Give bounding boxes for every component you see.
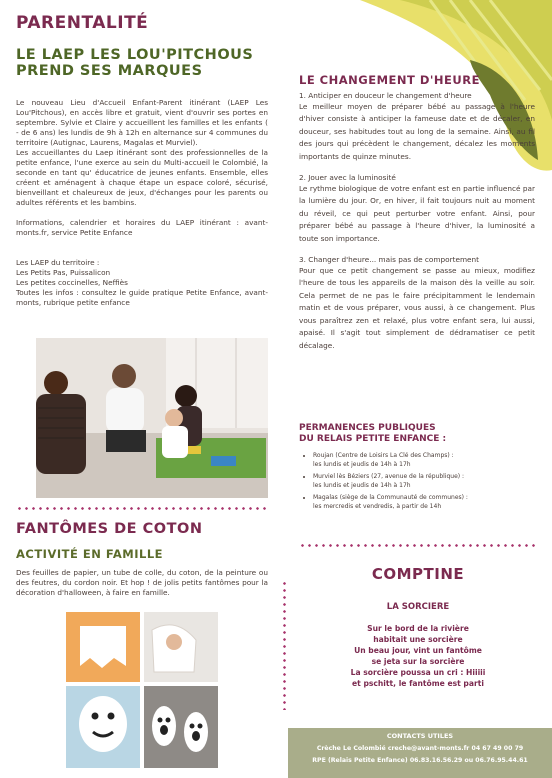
comptine-poem xyxy=(299,623,537,689)
permanences-title-line2: DU RELAIS PETITE ENFANCE : xyxy=(299,434,447,444)
laep-list-line: Toutes les infos : consultez le guide pratique Petite Enfance, avant-monts, rubrique petite enfance xyxy=(16,288,268,307)
article-title-line1: LE LAEP LES LOU'PITCHOUS xyxy=(16,47,254,63)
contacts-line: RPE (Relais Petite Enfance) 06.83.16.56.29 ou 06.76.95.44.61 xyxy=(312,757,528,764)
poem-line: La sorcière poussa un cri : Hiiiii xyxy=(350,668,486,677)
laep-list-line: Les LAEP du territoire : xyxy=(16,258,100,267)
ghosts-subtitle: ACTIVITÉ EN FAMILLE xyxy=(16,547,164,561)
changement-s2-text: Le rythme biologique de votre enfant est en partie influencé par la lumière du jour. Or, en hiver, il fait toujours nuit au moment du réveil, ce qui peut perturber votre enfant. Ainsi, pour préparer bébé au passage à l'heure d'hiver, la luminosité a toute son importance. xyxy=(299,184,535,243)
comptine-title: COMPTINE xyxy=(371,565,465,583)
contacts-box xyxy=(288,728,552,778)
list-item xyxy=(313,493,548,511)
dotted-column-divider xyxy=(283,580,286,710)
contacts-title: CONTACTS UTILES xyxy=(386,732,454,740)
changement-s2-title: 2. Jouer avec la luminosité xyxy=(299,173,396,183)
article-title-line2: PREND SES MARQUES xyxy=(16,63,203,79)
changement-s3-title: 3. Changer d'heure... mais pas de comportement xyxy=(299,255,480,265)
poem-line: Sur le bord de la rivière xyxy=(367,624,469,633)
permanence-hours: les lundis et jeudis de 14h à 17h xyxy=(313,461,411,468)
comptine-subtitle: LA SORCIERE xyxy=(386,602,450,612)
permanences-title xyxy=(299,423,446,445)
ghosts-photo-grid xyxy=(66,612,218,768)
list-item xyxy=(313,472,548,490)
permanence-place: Murviel lès Béziers (27, avenue de la république) : xyxy=(313,473,465,480)
permanence-place: Magalas (siège de la Communauté de communes) : xyxy=(313,494,468,501)
poem-line: se jeta sur la sorcière xyxy=(371,657,465,666)
laep-photo xyxy=(36,338,268,498)
permanence-hours: les mercredis et vendredis, à partir de 14h xyxy=(313,503,442,510)
laep-paragraph-1: Le nouveau Lieu d'Accueil Enfant-Parent itinérant (LAEP Les Lou'Pitchous), en accès libre et gratuit, vient d'ouvrir ses portes en septembre. Sylvie et Claire y accueillent les familles et les enfants ( - de 6 ans) les lundis de 9h à 12h en alternance sur 4 communes du territoire (Autignac, Laurens, Magalas et Murviel). xyxy=(16,98,268,147)
permanences-title-line1: PERMANENCES PUBLIQUES xyxy=(299,423,436,433)
dotted-separator xyxy=(299,544,537,547)
permanence-hours: les lundis et jeudis de 14h à 17h xyxy=(313,482,411,489)
laep-article-text xyxy=(16,98,268,308)
contacts-line: Crèche Le Colombié creche@avant-monts.fr 04 67 49 00 79 xyxy=(316,745,524,752)
changement-title: LE CHANGEMENT D'HEURE xyxy=(299,73,480,87)
ghosts-text: Des feuilles de papier, un tube de colle, du coton, de la peinture ou des feutres, du cordon noir. Et hop ! de jolis petits fantômes pour la décoration d'halloween, à faire en famille. xyxy=(16,568,268,597)
poem-line: et pschitt, le fantôme est parti xyxy=(352,679,484,688)
section-title: PARENTALITÉ xyxy=(16,13,149,33)
laep-list-line: Les petites coccinelles, Neffiès xyxy=(16,278,128,287)
laep-paragraph-3: Informations, calendrier et horaires du LAEP itinérant : avant-monts.fr, service Petite Enfance xyxy=(16,218,268,237)
laep-list-line: Les Petits Pas, Puissalicon xyxy=(16,268,111,277)
permanence-place: Roujan (Centre de Loisirs La Clé des Champs) : xyxy=(313,452,454,459)
permanences-list xyxy=(301,451,548,514)
changement-s1-title: 1. Anticiper en douceur le changement d'heure xyxy=(299,91,472,100)
changement-s3-text: Pour que ce petit changement se passe au mieux, modifiez l'heure de tous les appareils de la maison dès la veille au soir. Cela permet de ne pas le faire précipitamment le lendemain matin et de vous préparer, vous aussi, à ce changement. Plus vous paraîtrez zen et relaxé, plus votre enfant sera, lui aussi, apaisé. Il s'agit tout simplement de dédramatiser ce petit décalage. xyxy=(299,266,535,350)
changement-text xyxy=(299,91,535,352)
list-item xyxy=(313,451,548,469)
laep-paragraph-2: Les accueillantes du Laep itinérant sont des professionnelles de la petite enfance, l'une exerce au sein du Multi-accueil le Colombié, la seconde en tant qu' éducatrice de jeunes enfants. Ensemble, elles créent et aménagent à chaque étape un espace coloré, sécurisé, bienveillant et chaleureux de jeux, d'échanges pour les parents ou adultes référents et les bambins. xyxy=(16,148,268,207)
poem-line: habitait une sorcière xyxy=(373,635,463,644)
changement-s1-text: Le meilleur moyen de préparer bébé au passage à l'heure d'hiver consiste à anticiper la fameuse date et de décaler, en douceur, ses habitudes tout au long de la semaine. Ainsi, au fil des jours qui précèdent le changement, décalez les moments importants de quinze minutes. xyxy=(299,102,535,161)
article-title xyxy=(16,47,253,79)
dotted-separator xyxy=(16,507,266,510)
ghosts-title: FANTÔMES DE COTON xyxy=(16,521,203,537)
poem-line: Un beau jour, vint un fantôme xyxy=(354,646,482,655)
